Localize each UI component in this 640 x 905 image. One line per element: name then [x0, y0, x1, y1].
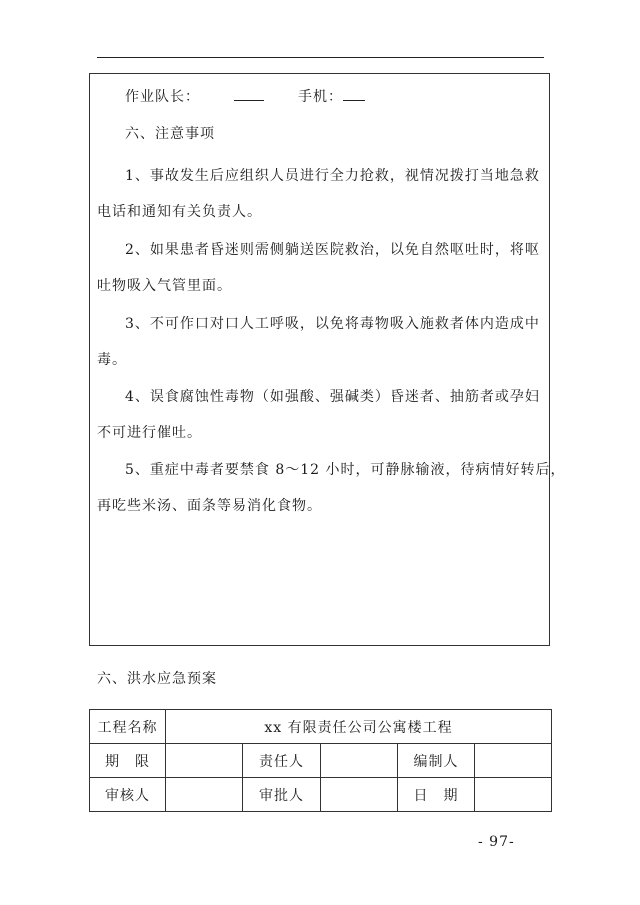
note-3-line1: 3、不可作口对口人工呼吸，以免将毒物吸入施救者体内造成中: [125, 316, 540, 332]
leader-label: 作业队长：: [125, 89, 200, 105]
table-row: [90, 778, 552, 812]
notes-box: [89, 73, 550, 646]
table-row: [90, 744, 552, 778]
note-5-line2: 再吃些米汤、面条等易消化食物。: [97, 498, 322, 514]
date-value: [475, 778, 552, 812]
phone-label: 手机：: [298, 89, 343, 105]
header-rule: [97, 57, 544, 58]
note-5-line1: 5、重症中毒者要禁食 8～12 小时，可静脉输液，待病情好转后，: [125, 462, 566, 478]
approver-value: [321, 778, 398, 812]
note-4-line2: 不可进行催吐。: [97, 425, 202, 441]
period-label: 期 限: [90, 744, 166, 778]
phone-blank: [343, 86, 365, 101]
leader-blank: [234, 86, 264, 101]
note-4-line1: 4、误食腐蚀性毒物（如强酸、强碱类）昏迷者、抽筋者或孕妇: [125, 389, 540, 405]
compiler-label: 编制人: [398, 744, 475, 778]
note-3-line2: 毒。: [97, 352, 127, 368]
date-label: 日 期: [398, 778, 475, 812]
reviewer-label: 审核人: [90, 778, 166, 812]
project-label: 工程名称: [90, 710, 166, 744]
note-1-line2: 电话和通知有关负责人。: [97, 204, 262, 220]
table-row: [90, 710, 552, 744]
project-value: xx 有限责任公司公寓楼工程: [166, 710, 552, 744]
approver-label: 审批人: [243, 778, 321, 812]
page-number: - 97-: [478, 834, 515, 850]
note-1-line1: 1、事故发生后应组织人员进行全力抢救，视情况拨打当地急救: [125, 168, 540, 184]
note-2-line1: 2、如果患者昏迷则需侧躺送医院救治，以免自然呕吐时，将呕: [125, 242, 540, 258]
note-2-line2: 吐物吸入气管里面。: [97, 278, 232, 294]
flood-plan-table: [89, 709, 552, 812]
responsible-label: 责任人: [243, 744, 321, 778]
responsible-value: [321, 744, 398, 778]
flood-plan-title: 六、洪水应急预案: [97, 671, 217, 687]
reviewer-value: [166, 778, 243, 812]
notes-title: 六、注意事项: [125, 126, 215, 142]
period-value: [166, 744, 243, 778]
compiler-value: [475, 744, 552, 778]
leader-row: [125, 86, 365, 106]
